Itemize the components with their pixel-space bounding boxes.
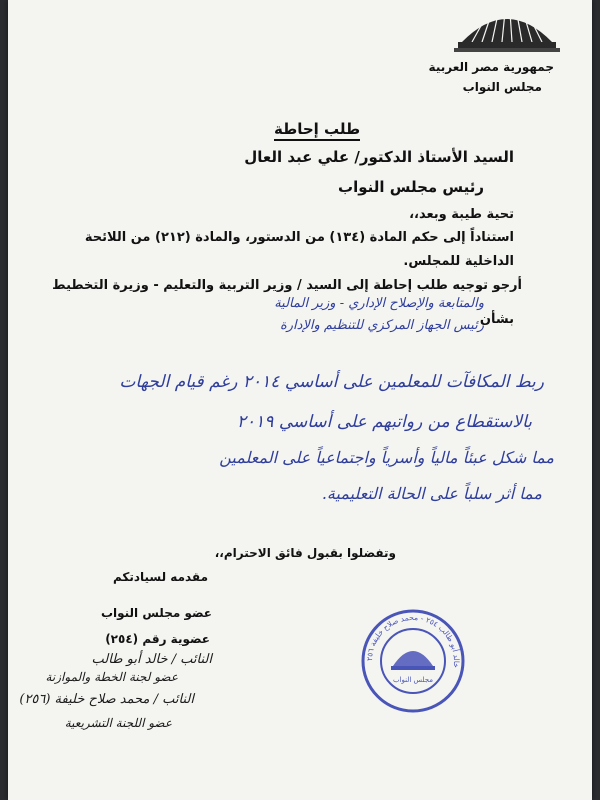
basis-line-2: الداخلية للمجلس. — [403, 254, 514, 269]
body-line-2: بالاستقطاع من رواتبهم على أساسي ٢٠١٩ — [236, 412, 532, 432]
request-title: طلب إحاطة — [274, 120, 360, 141]
direct-to: أرجو توجيه طلب إحاطة إلى السيد / وزير التربية والتعليم - وزيرة التخطيط — [52, 278, 522, 293]
closing: وتفضلوا بقبول فائق الاحترام،، — [214, 546, 396, 560]
submitted-by: مقدمه لسيادتكم — [112, 570, 208, 584]
parliament-dome-icon — [452, 2, 562, 60]
membership-number: عضوية رقم (٢٥٤) — [105, 632, 210, 646]
regarding-label: بشأن — [479, 312, 514, 327]
stamp-ring-text: خالد أبو طالب ٢٥٤ - محمد صلاح خليفة ٢٥٦ — [364, 612, 462, 669]
basis-line-1: استناداً إلى حكم المادة (١٣٤) من الدستور، والمادة (٢١٢) من اللائحة — [84, 230, 514, 245]
body-line-1: ربط المكافآت للمعلمين على أساسي ٢٠١٤ رغم قيام الجهات — [119, 372, 544, 392]
member-title: عضو مجلس النواب — [100, 606, 212, 620]
document-page — [8, 0, 592, 800]
addressee-title: رئيس مجلس النواب — [338, 178, 484, 196]
body-line-3: مما شكل عبئاً مالياً وأسرياً واجتماعياً على المعلمين — [219, 448, 554, 467]
stamp-center-text: مجلس النواب — [392, 676, 434, 684]
direct-to-continued-1: والمتابعة والإصلاح الإداري - وزير المالية — [274, 296, 484, 311]
signature-3: النائب / محمد صلاح خليفة (٢٥٦) — [19, 692, 194, 707]
header-council: مجلس النواب — [462, 80, 542, 94]
direct-to-continued-2: رئيس الجهاز المركزي للتنظيم والإدارة — [279, 318, 484, 333]
body-line-4: مما أثر سلباً على الحالة التعليمية. — [321, 484, 542, 503]
signature-2: عضو لجنة الخطة والموازنة — [45, 670, 178, 684]
signature-4: عضو اللجنة التشريعية — [64, 716, 172, 730]
signature-1: النائب / خالد أبو طالب — [91, 652, 212, 667]
greeting: تحية طيبة وبعد،، — [409, 207, 514, 222]
header-country: جمهورية مصر العربية — [428, 60, 554, 74]
official-stamp-icon — [358, 606, 468, 716]
addressee: السيد الأستاذ الدكتور/ علي عبد العال — [244, 148, 514, 166]
